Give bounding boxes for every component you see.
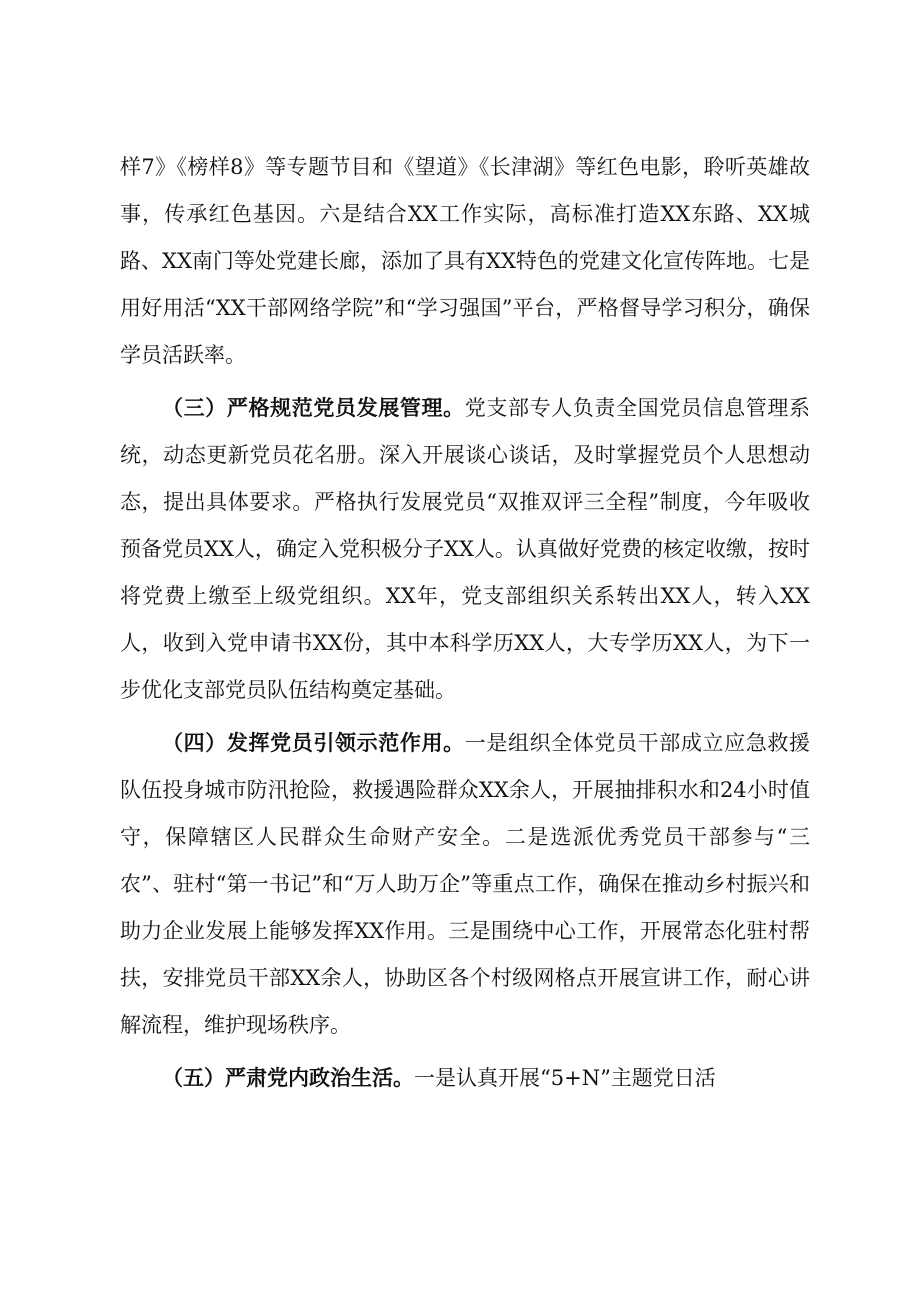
section-heading-5: （五）严肃党内政治生活。 xyxy=(162,1066,414,1090)
paragraph-political-life xyxy=(120,1055,810,1102)
paragraph-text: 党支部专人负责全国党员信息管理系统，动态更新党员花名册。深入开展谈心谈话，及时掌握党员个人思想动态，提出具体要求。严格执行发展党员“双推双评三全程”制度，今年吸收预备党员XX人，确定入党积极分子XX人。认真做好党费的核定收缴，按时将党费上缴至上级党组织。XX年，党支部组织关系转出XX人，转入XX人，收到入党申请书XX份，其中本科学历XX人，大专学历XX人，为下一步优化支部党员队伍结构奠定基础。 xyxy=(120,396,811,702)
paragraph-text: 一是组织全体党员干部成立应急救援队伍投身城市防汛抢险，救援遇险群众XX余人，开展抽排积水和24小时值守，保障辖区人民群众生命财产安全。二是选派优秀党员干部参与“三农”、驻村“第一书记”和“万人助万企”等重点工作，确保在推动乡村振兴和助力企业发展上能够发挥XX作用。三是围绕中心工作，开展常态化驻村帮扶，安排党员干部XX余人，协助区各个村级网格点开展宣讲工作，耐心讲解流程，维护现场秩序。 xyxy=(120,731,811,1037)
paragraph-party-member-development xyxy=(120,385,810,714)
document-body xyxy=(120,144,810,1108)
paragraph-continuation xyxy=(120,144,810,379)
paragraph-exemplary-role xyxy=(120,720,810,1049)
section-heading-4: （四）发挥党员引领示范作用。 xyxy=(162,731,465,755)
section-heading-3: （三）严格规范党员发展管理。 xyxy=(162,396,465,420)
paragraph-text: 样7》《榜样8》等专题节目和《望道》《长津湖》等红色电影，聆听英雄故事，传承红色基因。六是结合XX工作实际，高标准打造XX东路、XX城路、XX南门等处党建长廊，添加了具有XX特色的党建文化宣传阵地。七是用好用活“XX干部网络学院”和“学习强国”平台，严格督导学习积分，确保学员活跃率。 xyxy=(120,155,810,367)
paragraph-text: 一是认真开展“5+N”主题党日活 xyxy=(414,1066,716,1090)
